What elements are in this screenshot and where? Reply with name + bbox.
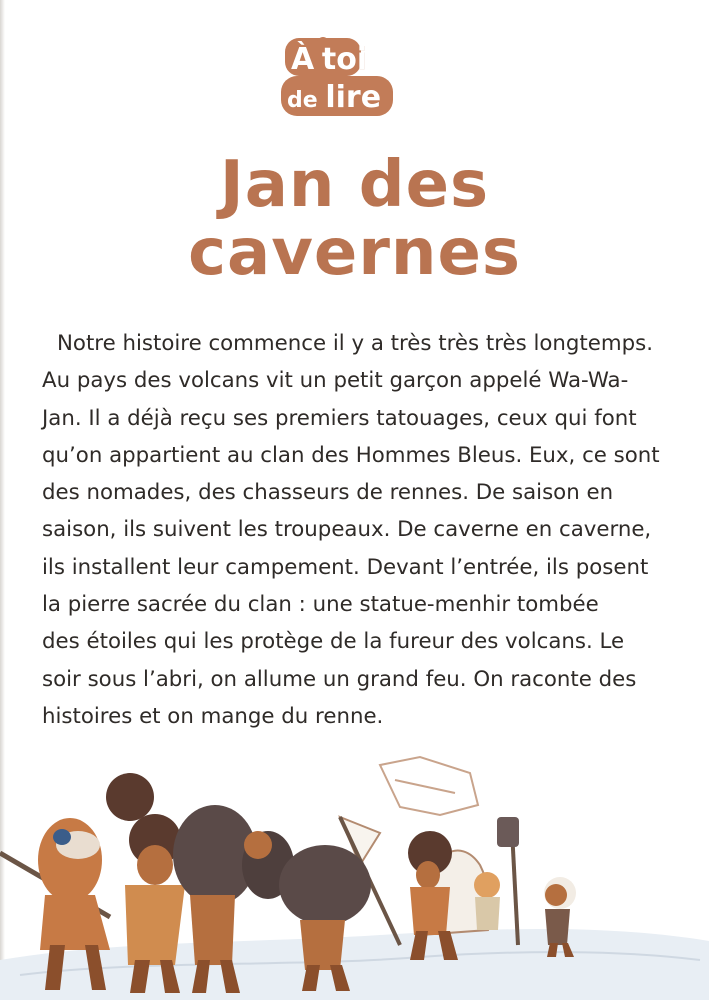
totem-staff <box>497 817 519 945</box>
badge-text-de: de <box>287 88 318 113</box>
section-badge <box>281 34 395 120</box>
story-line: Au pays des volcans vit un petit garçon appelé Wa-Wa- <box>42 368 629 394</box>
child-figure <box>474 872 500 930</box>
story-text <box>42 325 670 735</box>
story-line: des nomades, des chasseurs de rennes. De saison en <box>42 480 614 506</box>
story-line: Notre histoire commence il y a très très très longtemps. <box>57 331 654 356</box>
badge-line-2 <box>287 80 381 115</box>
page-title-line-1: Jan des <box>219 148 490 222</box>
badge-line-1 <box>291 42 367 77</box>
story-line: qu’on appartient au clan des Hommes Bleus. Eux, ce sont <box>42 442 660 468</box>
story-line: histoires et on mange du renne. <box>42 703 384 729</box>
story-line: Jan. Il a déjà reçu ses premiers tatouages, ceux qui font <box>42 405 637 431</box>
story-line: soir sous l’abri, on allume un grand feu. On raconte des <box>42 666 637 692</box>
story-line: la pierre sacrée du clan : une statue-menhir tombée <box>42 592 599 618</box>
badge-text-toi: toi <box>321 42 368 77</box>
page-title-line-2: cavernes <box>188 216 521 290</box>
badge-text-a: À <box>291 42 315 77</box>
story-line: ils installent leur campement. Devant l’entrée, ils posent <box>42 554 649 580</box>
story-line: des étoiles qui les protège de la fureur des volcans. Le <box>42 629 625 655</box>
story-line: saison, ils suivent les troupeaux. De caverne en caverne, <box>42 517 652 543</box>
badge-text-lire: lire <box>325 80 382 115</box>
caveman-procession-illustration <box>0 745 709 1000</box>
